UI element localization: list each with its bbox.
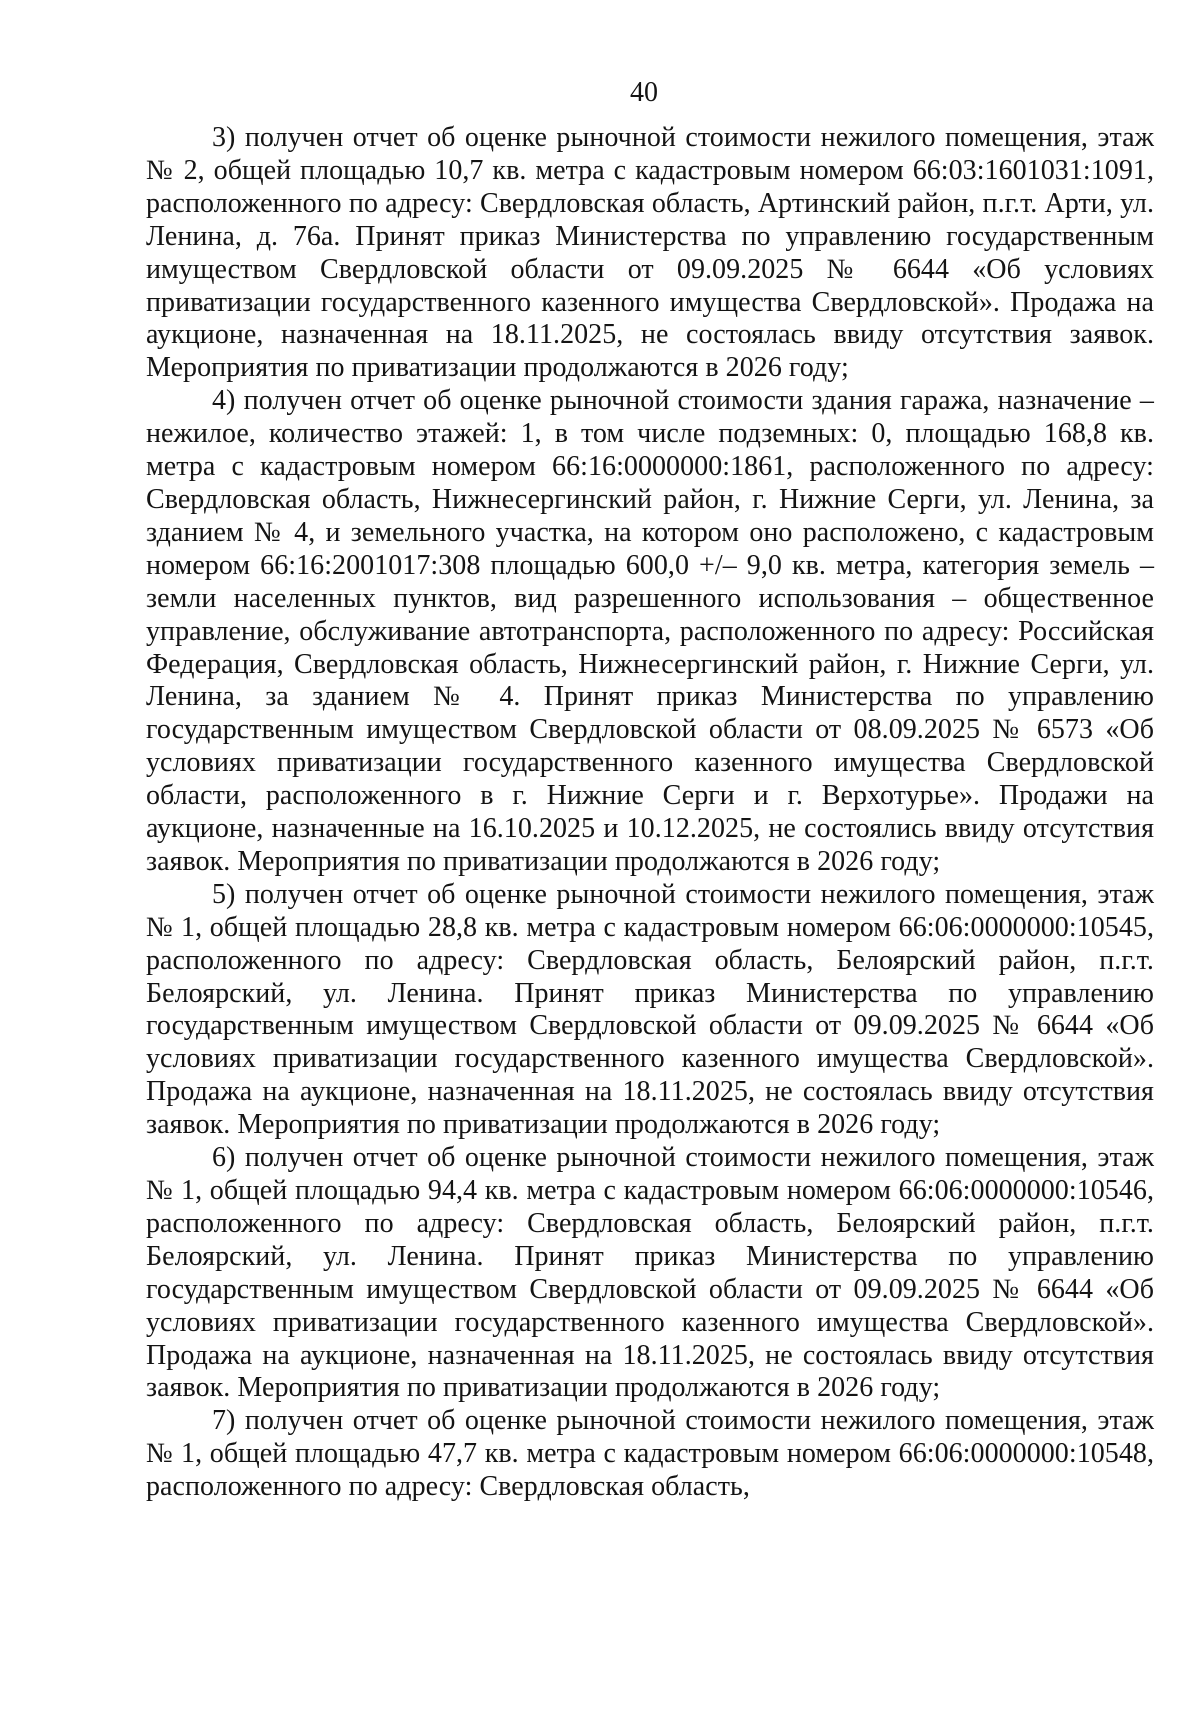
page-number: 40 <box>630 77 658 108</box>
paragraph-item-3: 3) получен отчет об оценке рыночной стоимости нежилого помещения, этаж № 2, общей площадью 10,7 кв. метра с кадастровым номером 66:03:1601031:1091, расположенного по адресу: Свердловская область, Артинский район, п.г.т. Арти, ул. Ленина, д. 76а. Принят приказ Министерства по управлению государственным имуществом Свердловской области от 09.09.2025 № 6644 «Об условиях приватизации государственного казенного имущества Свердловской». Продажа на аукционе, назначенная на 18.11.2025, не состоялась ввиду отсутствия заявок. Мероприятия по приватизации продолжаются в 2026 году; <box>146 122 1154 384</box>
paragraph-item-6: 6) получен отчет об оценке рыночной стоимости нежилого помещения, этаж № 1, общей площадью 94,4 кв. метра с кадастровым номером 66:06:0000000:10546, расположенного по адресу: Свердловская область, Белоярский район, п.г.т. Белоярский, ул. Ленина. Принят приказ Министерства по управлению государственным имуществом Свердловской области от 09.09.2025 № 6644 «Об условиях приватизации государственного казенного имущества Свердловской». Продажа на аукционе, назначенная на 18.11.2025, не состоялась ввиду отсутствия заявок. Мероприятия по приватизации продолжаются в 2026 году; <box>146 1142 1154 1404</box>
paragraph-item-4: 4) получен отчет об оценке рыночной стоимости здания гаража, назначение – нежилое, количество этажей: 1, в том числе подземных: 0, площадью 168,8 кв. метра с кадастровым номером 66:16:0000000:1861, расположенного по адресу: Свердловская область, Нижнесергинский район, г. Нижние Серги, ул. Ленина, за зданием № 4, и земельного участка, на котором оно расположено, с кадастровым номером 66:16:2001017:308 площадью 600,0 +/– 9,0 кв. метра, категория земель – земли населенных пунктов, вид разрешенного использования – общественное управление, обслуживание автотранспорта, расположенного по адресу: Российская Федерация, Свердловская область, Нижнесергинский район, г. Нижние Серги, ул. Ленина, за зданием № 4. Принят приказ Министерства по управлению государственным имуществом Свердловской области от 08.09.2025 № 6573 «Об условиях приватизации государственного казенного имущества Свердловской области, расположенного в г. Нижние Серги и г. Верхотурье». Продажи на аукционе, назначенные на 16.10.2025 и 10.12.2025, не состоялись ввиду отсутствия заявок. Мероприятия по приватизации продолжаются в 2026 году; <box>146 385 1154 877</box>
paragraph-item-5: 5) получен отчет об оценке рыночной стоимости нежилого помещения, этаж № 1, общей площадью 28,8 кв. метра с кадастровым номером 66:06:0000000:10545, расположенного по адресу: Свердловская область, Белоярский район, п.г.т. Белоярский, ул. Ленина. Принят приказ Министерства по управлению государственным имуществом Свердловской области от 09.09.2025 № 6644 «Об условиях приватизации государственного казенного имущества Свердловской». Продажа на аукционе, назначенная на 18.11.2025, не состоялась ввиду отсутствия заявок. Мероприятия по приватизации продолжаются в 2026 году; <box>146 878 1154 1141</box>
paragraph-item-7: 7) получен отчет об оценке рыночной стоимости нежилого помещения, этаж № 1, общей площадью 47,7 кв. метра с кадастровым номером 66:06:0000000:10548, расположенного по адресу: Свердловская область, <box>146 1405 1154 1503</box>
document-body <box>146 122 1154 1504</box>
